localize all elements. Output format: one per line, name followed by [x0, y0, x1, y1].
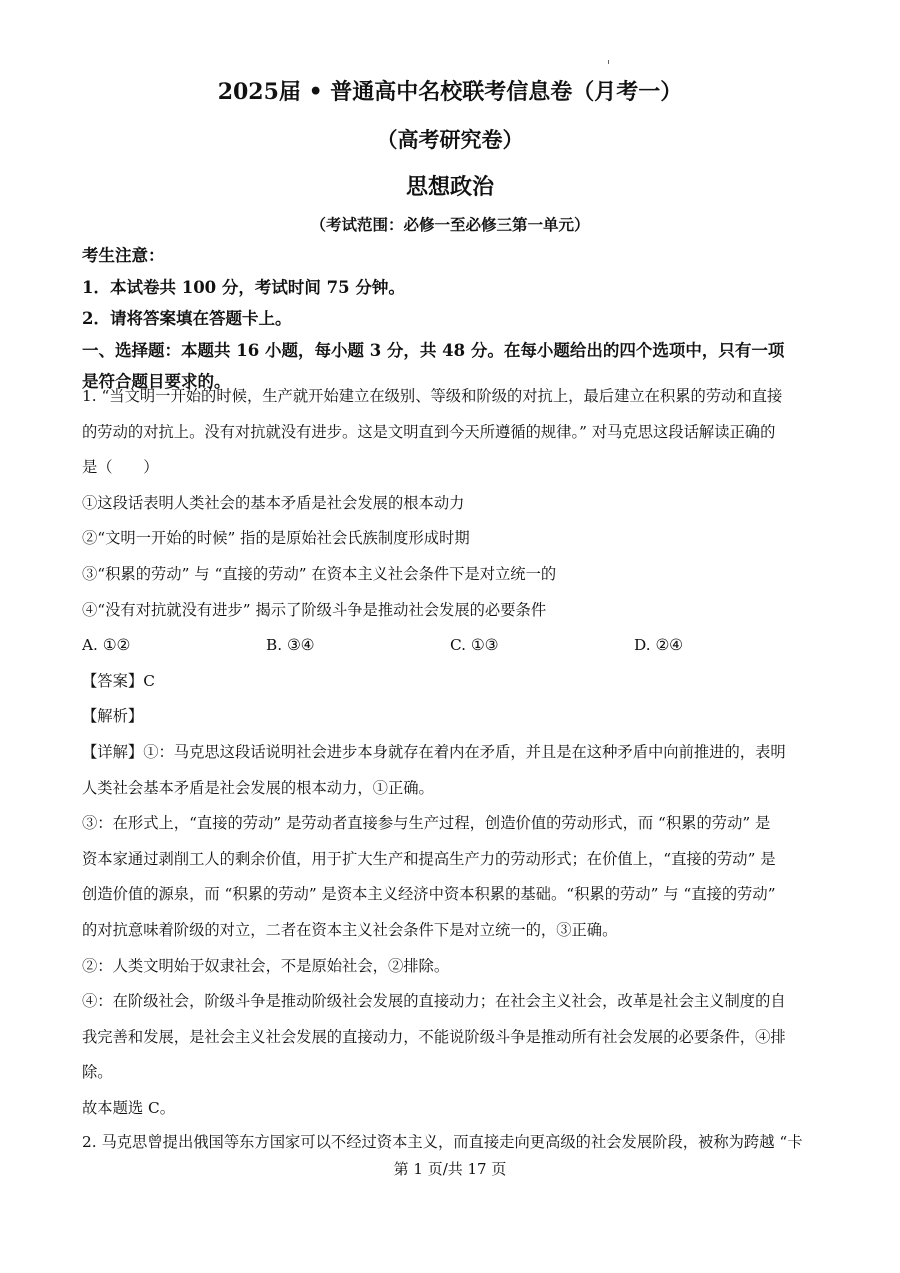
analysis-line: ③：在形式上，“直接的劳动” 是劳动者直接参与生产过程，创造价值的劳动形式，而 “积累的劳动” 是	[82, 814, 771, 833]
notice-heading: 考生注意：	[82, 246, 165, 265]
exam-title: 2025届 • 普通高中名校联考信息卷（月考一）	[217, 79, 683, 105]
analysis-line: 除。	[82, 1063, 113, 1082]
page-footer: 第 1 页/共 17 页	[393, 1160, 507, 1178]
answer-line: 【答案】C	[82, 671, 155, 690]
analysis-label: 【解析】	[82, 707, 144, 726]
option-c: C. ①③	[450, 636, 499, 655]
analysis-line: 资本家通过剥削工人的剩余价值，用于扩大生产和提高生产力的劳动形式；在价值上，“直接的劳动” 是	[82, 849, 776, 868]
section-heading: 一、选择题：本题共 16 小题，每小题 3 分，共 48 分。在每小题给出的四个选项中，只有一项	[82, 340, 785, 360]
statement-item: ①这段话表明人类社会的基本矛盾是社会发展的根本动力	[82, 493, 465, 512]
question-stem-line: 2. 马克思曾提出俄国等东方国家可以不经过资本主义，而直接走向更高级的社会发展阶段，被称为跨越 “卡	[82, 1133, 803, 1151]
scan-mark	[608, 60, 609, 64]
question-stem-line: 是（ ）	[82, 458, 159, 477]
answer-options	[82, 628, 822, 664]
question-stem-line: 1. “当文明一开始的时候，生产就开始建立在级别、等级和阶级的对抗上，最后建立在积累的劳动和直接	[82, 387, 783, 405]
candidate-notice	[82, 240, 822, 398]
question-stem-line: 的劳动的对抗上。没有对抗就没有进步。这是文明直到今天所遵循的规律。” 对马克思这段话解读正确的	[82, 422, 776, 441]
statement-item: ③“积累的劳动” 与 “直接的劳动” 在资本主义社会条件下是对立统一的	[82, 564, 557, 583]
analysis-line: ④：在阶级社会，阶级斗争是推动阶级社会发展的直接动力；在社会主义社会，改革是社会主义制度的自	[82, 992, 786, 1011]
analysis-line: 的对抗意味着阶级的对立，二者在资本主义社会条件下是对立统一的，③正确。	[82, 920, 618, 939]
statement-item: ②“文明一开始的时候” 指的是原始社会氏族制度形成时期	[82, 529, 470, 548]
conclusion-line: 故本题选 C。	[82, 1098, 176, 1117]
subject-title: 思想政治	[405, 174, 494, 200]
analysis-line: 我完善和发展，是社会主义社会发展的直接动力，不能说阶级斗争是推动所有社会发展的必要条件，④排	[82, 1027, 786, 1046]
analysis-line: 【详解】①：马克思这段话说明社会进步本身就存在着内在矛盾，并且是在这种矛盾中向前推进的，表明	[82, 742, 786, 761]
analysis-line: ②：人类文明始于奴隶社会，不是原始社会，②排除。	[82, 956, 450, 975]
exam-subtitle: （高考研究卷）	[376, 127, 524, 152]
section-heading: 是符合题目要求的。	[82, 372, 231, 392]
analysis-line: 创造价值的源泉，而 “积累的劳动” 是资本主义经济中资本积累的基础。“积累的劳动” 与 “直接的劳动”	[82, 885, 776, 904]
question-1	[82, 379, 822, 1126]
analysis-line: 人类社会基本矛盾是社会发展的根本动力，①正确。	[82, 778, 434, 797]
option-d: D. ②④	[634, 636, 683, 655]
option-b: B. ③④	[266, 636, 315, 655]
option-a: A. ①②	[82, 636, 131, 655]
notice-item: 2．请将答案填在答题卡上。	[82, 309, 292, 329]
question-2	[82, 1125, 822, 1161]
exam-scope: （考试范围：必修一至必修三第一单元）	[310, 215, 590, 234]
statement-item: ④“没有对抗就没有进步” 揭示了阶级斗争是推动社会发展的必要条件	[82, 600, 547, 619]
notice-item: 1．本试卷共 100 分，考试时间 75 分钟。	[82, 277, 405, 297]
